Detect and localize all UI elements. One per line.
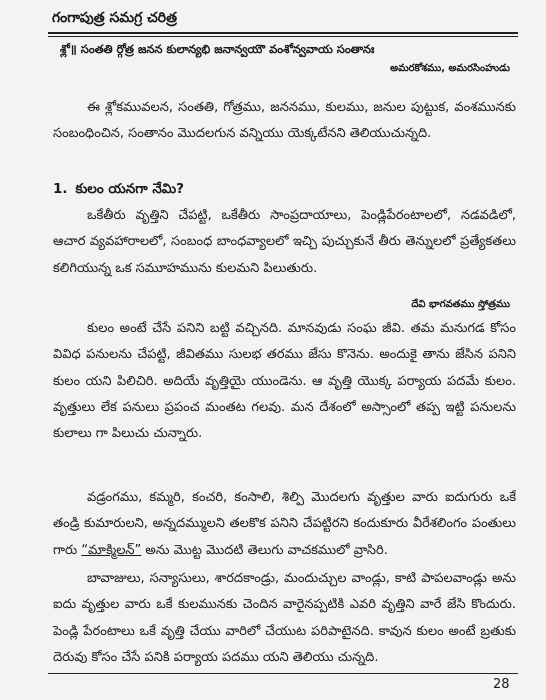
macmillan-reader-title: “మాక్మిలన్”: [81, 542, 142, 558]
occupations-paragraph: బావాజులు, సన్యాసులు, శారదకాండ్రు, మందుచ్చుల వాండ్లు, కాటి పాపలవాండ్లు అను ఐదు వృత్తుల వారు ఒకే కులమునకు చెందిన వారైనప్పటికి ఎవరి వృత్తిని వారే జేసి కొందురు. పెండ్లి పేరంటాలు ఒకే వృత్తి చేయు వారిలో చేయుట పరిపాటైనది. కావున కులం అంటే బ్రతుకు దెరువు కోసం చేసే పనికి పర్యాయ పదము యని తెలియు చున్నది.: [53, 571, 516, 665]
section-heading: [53, 181, 184, 200]
section-number: 1.: [53, 181, 68, 197]
section-heading-text: కులం యనగా నేమి?: [75, 181, 184, 197]
sanskrit-verse: శ్లో॥ సంతతి ర్గోత్ర జనన కులాన్యభి జనాన్వయౌ వంశోన్వవాయ సంతానః: [60, 42, 375, 56]
intro-paragraph: ఈ శ్లోకమువలన, సంతతి, గోత్రము, జననము, కులము, జనుల పుట్టుక, వంశమునకు సంబంధించిన, సంతానం మొదలగున వన్నియు యెక్కటేనని తెలియుచున్నది.: [53, 100, 516, 142]
verse-source: అమరకోశము, అమరసింహుడు: [390, 63, 510, 74]
citation-label: దేవి భాగవతము స్తోత్రము: [411, 299, 510, 310]
crafts-text-start: వడ్రంగము, కమ్మరి, కంచరి, కంసాలి, శిల్పి మొదలగు వృత్తుల వారు ఐదుగురు ఒకే తండ్రి కుమారులని, అన్నదమ్ములని తలకొక పనిని చేపట్టిరని కందుకూరు వీరేశలింగం పంతులు గారు: [53, 490, 516, 558]
footer-rule: [48, 673, 518, 674]
running-header: [48, 8, 518, 32]
book-title: గంగాపుత్ర సమగ్ర చరిత్ర: [52, 10, 177, 26]
header-rule-thick: [48, 32, 518, 34]
definition-paragraph: ఒకేతీరు వృత్తిని చేపట్టి, ఒకేతీరు సాంప్రదాయాలు, పెండ్లిపేరంటాలలో, నడవడిలో, ఆచార వ్యవహారాలలో, సంబంధ బాంధవ్యాలలో ఇచ్చి పుచ్చుకునే తీరు తెన్నులలో ప్రత్యేకతలు కలిగియున్న ఒక సమూహమును కులమని పిలుతురు.: [53, 208, 516, 276]
crafts-paragraph: [53, 485, 516, 564]
origin-paragraph: కులం అంటే చేసే పనిని బట్టి వచ్చినది. మానవుడు సంఘ జీవి. తమ మనుగడ కోసం వివిధ పనులను చేపట్టి, జీవితము సులభ తరము జేసు కొనెను. అందుకై తాను జేసిన పనిని కులం యని పిలిచిరి. అదియే వృత్తియై యుండెను. ఆ వృత్తి యొక్క పర్యాయ పదమే కులం. వృత్తులు లేక పనులు ప్రపంచ మంతట గలవు. మన దేశంలో అస్సాంలో తప్ప ఇట్టి పనులను కులాలు గా పిలుచు చున్నారు.: [53, 321, 516, 442]
header-rule-thin: [48, 36, 518, 37]
crafts-text-end: అను మొట్ట మొదటి తెలుగు వాచకములో వ్రాసిరి.: [141, 542, 388, 558]
page-number: 28: [493, 677, 510, 692]
